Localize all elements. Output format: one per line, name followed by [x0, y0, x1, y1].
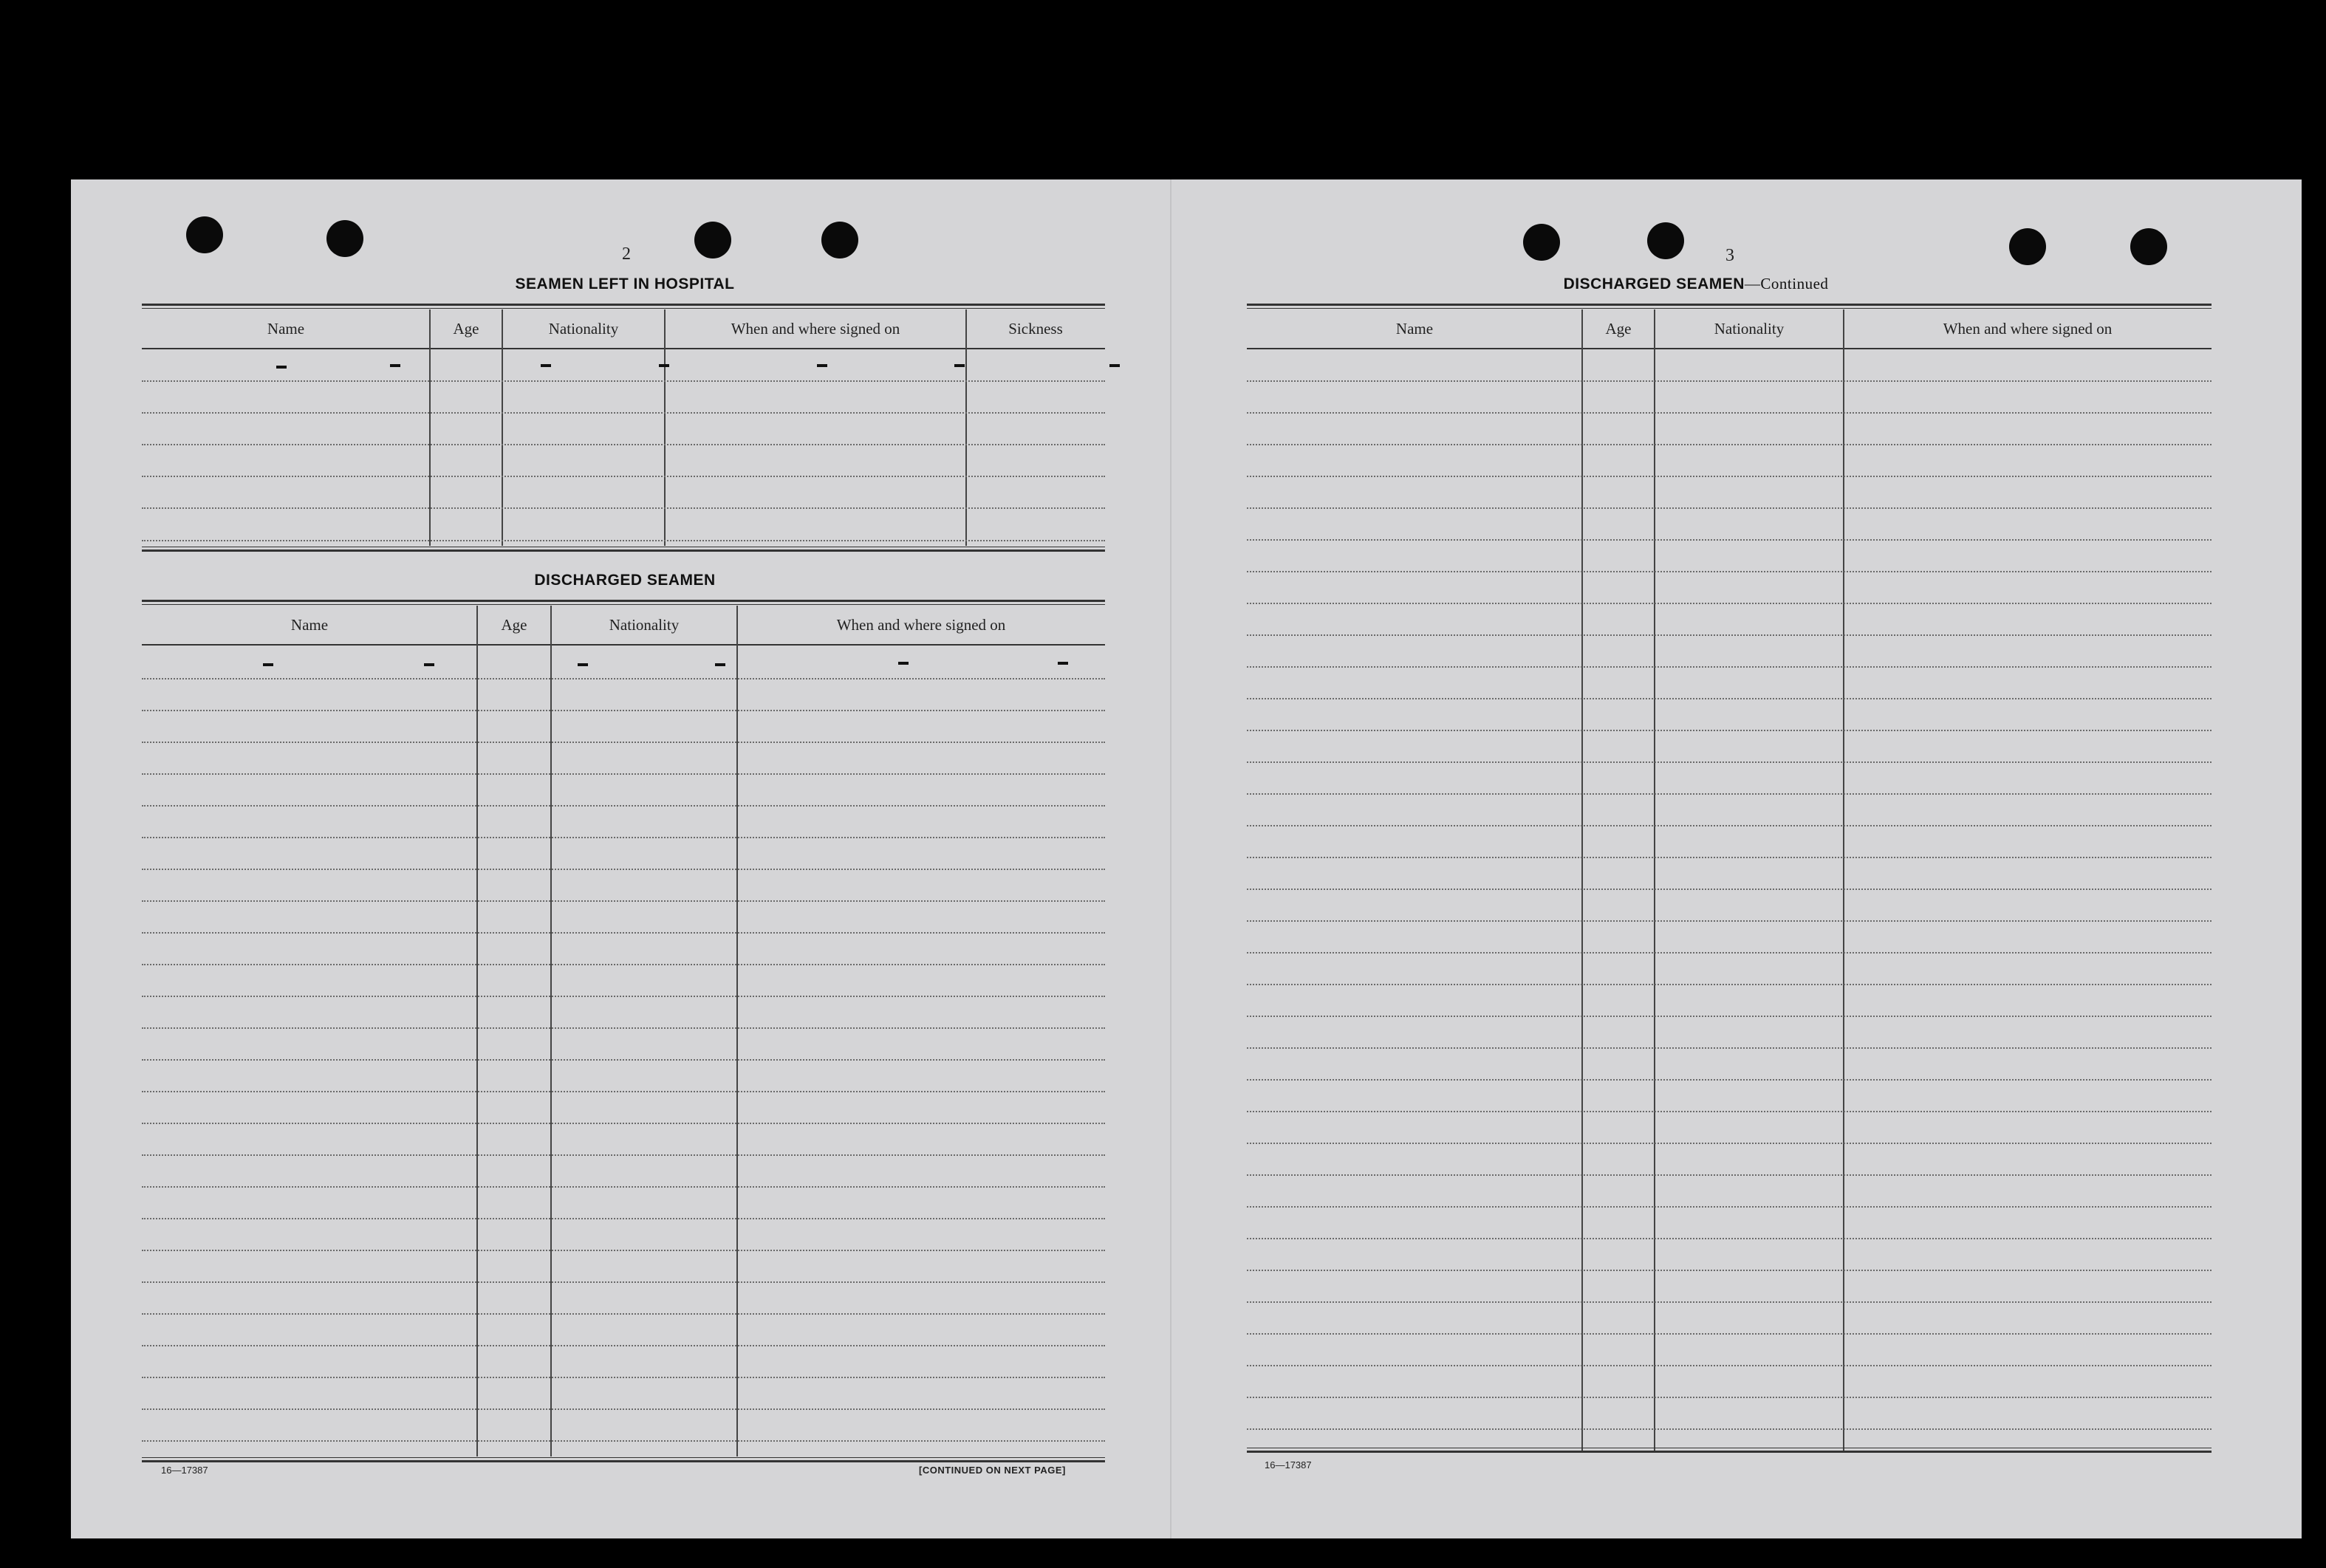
entry-row	[1247, 825, 2212, 826]
entry-row	[1247, 793, 2212, 795]
col-header-signed-on: When and where signed on	[731, 319, 900, 338]
col-header-signed-on: When and where signed on	[1943, 319, 2113, 338]
entry-row	[142, 444, 1105, 445]
table-top-rule	[142, 304, 1105, 309]
continued-section-title	[1437, 275, 1954, 293]
entry-row	[142, 1408, 1105, 1410]
column-divider	[736, 606, 738, 1456]
entry-row	[1247, 412, 2212, 414]
col-header-name: Name	[267, 319, 305, 338]
ditto-dash	[578, 663, 588, 666]
entry-row	[142, 1250, 1105, 1251]
column-divider	[502, 309, 503, 546]
entry-row	[1247, 1111, 2212, 1112]
punch-hole-icon	[186, 216, 223, 253]
entry-row	[142, 1377, 1105, 1378]
entry-row	[1247, 1174, 2212, 1176]
column-divider	[429, 309, 431, 546]
page-number-left: 2	[622, 244, 631, 264]
entry-row	[1247, 857, 2212, 858]
entry-row	[1247, 539, 2212, 541]
ditto-dash	[541, 364, 551, 367]
entry-row	[142, 742, 1105, 743]
entry-row	[142, 1313, 1105, 1315]
form-code-right: 16—17387	[1265, 1459, 1312, 1471]
ditto-dash	[390, 364, 400, 367]
discharged-header-row	[142, 606, 1105, 646]
punch-hole-icon	[326, 220, 363, 257]
ditto-dash	[659, 364, 669, 367]
ditto-dash	[898, 662, 909, 665]
form-code-left: 16—17387	[161, 1465, 208, 1476]
entry-row	[142, 1123, 1105, 1124]
table-top-rule	[142, 600, 1105, 605]
discharged-section-title: DISCHARGED SEAMEN	[534, 572, 716, 589]
column-divider	[664, 309, 666, 546]
table-top-rule	[1247, 304, 2212, 309]
table-bottom-rule	[1247, 1448, 2212, 1453]
hospital-section-title: SEAMEN LEFT IN HOSPITAL	[515, 275, 735, 292]
entry-row	[142, 1027, 1105, 1029]
entry-row	[142, 837, 1105, 838]
entry-row	[1247, 1016, 2212, 1017]
punch-hole-icon	[694, 222, 731, 259]
col-header-nationality: Nationality	[609, 615, 680, 634]
entry-row	[1247, 1397, 2212, 1398]
entry-row	[142, 1218, 1105, 1219]
entry-row	[1247, 1079, 2212, 1081]
entry-row	[1247, 730, 2212, 731]
entry-row	[142, 507, 1105, 509]
section-title-text: DISCHARGED SEAMEN	[1563, 275, 1745, 292]
punch-hole-icon	[1523, 224, 1560, 261]
col-header-age: Age	[453, 319, 479, 338]
column-divider	[1843, 309, 1844, 1453]
entry-row	[1247, 1365, 2212, 1366]
punch-hole-icon	[1647, 222, 1684, 259]
page-fold	[1170, 179, 1171, 1538]
col-header-nationality: Nationality	[1714, 319, 1785, 338]
ditto-dash	[276, 366, 287, 369]
entry-row	[142, 1186, 1105, 1188]
continued-header-row	[1247, 309, 2212, 349]
entry-row	[142, 476, 1105, 477]
entry-row	[1247, 666, 2212, 668]
continued-note: [CONTINUED ON NEXT PAGE]	[919, 1465, 1066, 1476]
page-number-right: 3	[1725, 246, 1734, 265]
column-divider	[550, 606, 552, 1456]
col-header-name: Name	[290, 615, 329, 634]
ditto-dash	[1058, 662, 1068, 665]
col-header-age: Age	[1605, 319, 1632, 338]
discharged-table-left	[142, 600, 1105, 1462]
entry-row	[1247, 1238, 2212, 1239]
ditto-dash	[817, 364, 827, 367]
entry-row	[142, 1091, 1105, 1092]
entry-row	[1247, 1206, 2212, 1208]
entry-row	[1247, 1333, 2212, 1335]
entry-row	[142, 869, 1105, 870]
entry-row	[1247, 920, 2212, 922]
entry-row	[1247, 634, 2212, 636]
entry-row	[142, 900, 1105, 902]
entry-row	[142, 932, 1105, 934]
entry-row	[1247, 476, 2212, 477]
entry-row	[1247, 603, 2212, 604]
ditto-dash	[954, 364, 965, 367]
entry-row	[142, 1440, 1105, 1442]
entry-row	[1247, 444, 2212, 445]
punch-hole-icon	[2009, 228, 2046, 265]
table-bottom-rule	[142, 547, 1105, 552]
entry-row	[142, 380, 1105, 382]
entry-row	[1247, 761, 2212, 763]
entry-row	[142, 412, 1105, 414]
entry-row	[142, 540, 1105, 541]
ditto-dash	[424, 663, 434, 666]
entry-row	[1247, 952, 2212, 954]
entry-row	[142, 1281, 1105, 1283]
entry-row	[1247, 984, 2212, 985]
col-header-nationality: Nationality	[548, 319, 619, 338]
entry-row	[142, 773, 1105, 775]
entry-row	[1247, 1301, 2212, 1303]
punch-hole-icon	[2130, 228, 2167, 265]
form-paper	[71, 179, 2302, 1538]
entry-row	[1247, 1047, 2212, 1049]
hospital-table	[142, 304, 1105, 552]
hospital-header-row	[142, 309, 1105, 349]
column-divider	[965, 309, 967, 546]
entry-row	[142, 710, 1105, 711]
col-header-signed-on: When and where signed on	[836, 615, 1006, 634]
entry-row	[1247, 380, 2212, 382]
table-bottom-rule	[142, 1457, 1105, 1462]
col-header-name: Name	[1395, 319, 1434, 338]
ditto-dash	[1109, 364, 1120, 367]
column-divider	[1581, 309, 1583, 1453]
entry-row	[142, 805, 1105, 807]
entry-row	[1247, 507, 2212, 509]
entry-row	[1247, 698, 2212, 699]
discharged-table-right	[1247, 304, 2212, 1456]
punch-hole-icon	[821, 222, 858, 259]
section-title-suffix: —Continued	[1744, 275, 1829, 292]
entry-row	[1247, 1428, 2212, 1430]
entry-row	[142, 1345, 1105, 1346]
entry-row	[1247, 571, 2212, 572]
column-divider	[1654, 309, 1655, 1453]
entry-row	[142, 996, 1105, 997]
column-divider	[476, 606, 478, 1456]
ditto-dash	[715, 663, 725, 666]
entry-row	[142, 1154, 1105, 1156]
ditto-dash	[263, 663, 273, 666]
entry-row	[1247, 889, 2212, 890]
col-header-age: Age	[501, 615, 527, 634]
entry-row	[1247, 1270, 2212, 1271]
entry-row	[142, 964, 1105, 965]
entry-row	[142, 1059, 1105, 1061]
col-header-sickness: Sickness	[1008, 319, 1063, 338]
entry-row	[142, 678, 1105, 679]
entry-row	[1247, 1143, 2212, 1144]
